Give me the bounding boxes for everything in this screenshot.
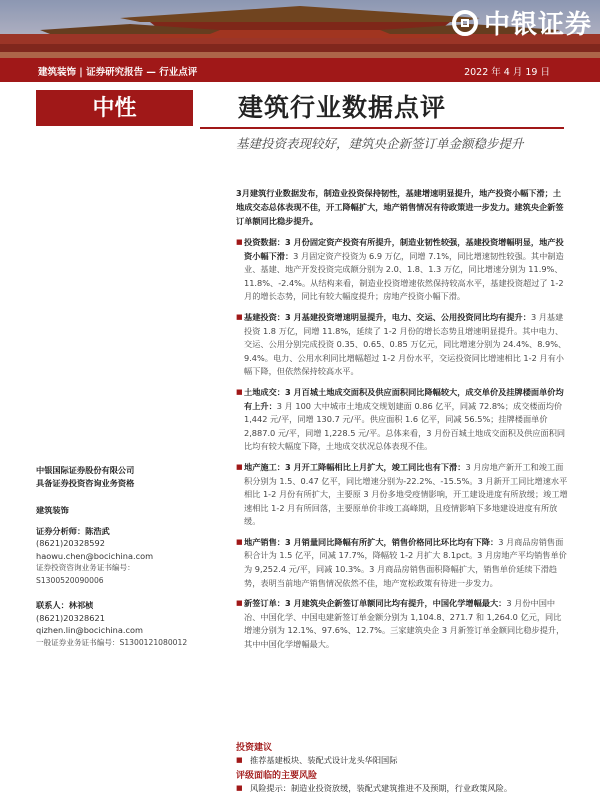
logo-text: 中银证券 (483, 10, 592, 40)
point-heading: 地产施工：3 月开工降幅相比上月扩大，竣工同比也有下滑： (244, 461, 466, 472)
report-date: 2022 年 4 月 19 日 (464, 67, 550, 78)
contact-phone: (8621)20328621 (36, 612, 105, 623)
square-bullet-icon: ■ (236, 462, 243, 471)
square-bullet-icon: ■ (236, 387, 243, 396)
point-heading: 投资数据：3 月份固定资产投资有所提升，制造业韧性较强，基建投资增幅明显，地产投资小幅下滑： (244, 237, 564, 261)
analyst-phone: (8621)20328592 (36, 538, 105, 548)
square-bullet-icon: ■ (236, 599, 243, 608)
point-body: 3 月商品房销售面积合计为 1.5 亿平，同减 17.7%，降幅较 1-2 月扩大 8.1pct。3 月房地产平均销售单价为 9,252.4 元/平，同减 10.3%。3 月商品房销售面积降幅扩大，销售单价延续下滑趋势，表明当前地产销售情况依然不佳，地产宽松政策有待进一步发力。 (244, 536, 567, 588)
report-title: 建筑行业数据点评 (238, 93, 447, 122)
square-bullet-icon: ■ (236, 537, 243, 546)
key-points (236, 236, 568, 659)
company-logo (452, 4, 592, 41)
company-info (36, 464, 201, 649)
point-body: 3 月固定资产投资为 6.9 万亿，同增 7.1%，同比增速韧性较强。其中制造业、基建、地产开发投资完成额分别为 2.0、1.8、1.3 万亿，同比增速分别为 11.9%、11.8%、-2.4%。从结构来看，制造业投资增速依然保持较高水平，基建投资超过了 1-2 月的增长态势，同比有较大幅度提升；房地产投资小幅下滑。 (244, 250, 564, 302)
contact-email[interactable]: qizhen.lin@bocichina.com (36, 625, 143, 635)
point-heading: 新签订单：3 月建筑央企新签订单额同比均有提升，中国化学增幅最大： (244, 598, 507, 609)
square-bullet-icon: ■ (236, 238, 243, 246)
risk-heading: 评级面临的主要风险 (236, 771, 318, 781)
breadcrumb: 建筑装饰 | 证券研究报告 — 行业点评 (38, 67, 198, 78)
key-point (236, 536, 568, 590)
point-body: 3 月基建投资 1.8 万亿，同增 11.8%，延续了 1-2 月份的增长态势且增速明显提升。其中电力、交运、公用分别完成投资 0.35、0.65、0.85 万亿元，同比增速分别为 24.4%、8.9%、9.4%。电力、公用水利同比增幅超过 1-2 月份水平，交运投资同比增速相比 1-2 月有小幅下降，但依然保持较高水平。 (244, 311, 567, 377)
key-point (236, 311, 568, 379)
key-point (236, 461, 568, 529)
title-divider (200, 127, 564, 129)
investment-text: 推荐基建板块、装配式设计龙头华阳国际 (250, 755, 398, 765)
report-summary: 3月建筑行业数据发布，制造业投资保持韧性，基建增速明显提升，地产投资小幅下滑；土地成交态总体表现不佳，开工降幅扩大，地产销售情况有待政策进一步发力。建筑央企新签订单额同比稳步提升。 (236, 188, 564, 226)
analyst-cert: 证券投资咨询业务证书编号：S1300520090006 (36, 563, 135, 585)
point-body: 3 月 100 大中城市土地成交规划建面 0.86 亿平，同减 72.8%；成交楼面均价 1,442 元/平，同增 130.7 元/平。供应面积 1.6 亿平，同减 56.5%；挂牌楼面单价 2,887.0 元/平，同增 1,228.5 元/平。总体来看，3 月份百城土地成交面积及供应面积同比均有较大幅度下降，土地成交状况总体表现不佳。 (244, 400, 566, 452)
contact-cert: 一般证券业务证书编号：S1300121080012 (36, 637, 188, 647)
header-banner (0, 0, 600, 58)
sector-label: 建筑装饰 (36, 505, 69, 515)
contact-name: 联系人：林祁桢 (36, 600, 94, 610)
report-subtitle: 基建投资表现较好，建筑央企新签订单金额稳步提升 (236, 136, 524, 151)
key-point (236, 236, 568, 304)
point-heading: 基建投资：3 月基建投资增速明显提升，电力、交运、公用投资同比均有提升： (244, 311, 531, 322)
key-point (236, 597, 568, 651)
rating-badge: 中性 (36, 90, 193, 126)
company-qualification: 具备证券投资咨询业务资格 (36, 478, 135, 488)
square-bullet-icon: ■ (236, 312, 243, 321)
investment-item (236, 754, 397, 768)
report-category-bar (0, 58, 600, 82)
analyst-name: 证券分析师：陈浩武 (36, 525, 110, 536)
key-point (236, 386, 568, 454)
point-body: 3 月份中国中冶、中国化学、中国电建新签订单金额分别为 1,104.8、271.7 和 1,264.0 亿元，同比增速分别为 12.1%、97.6%、12.7%。三家建筑央企 3 月新签订单金额同比稳步提升，其中中国化学增幅最大。 (244, 598, 565, 650)
square-bullet-icon: ■ (236, 784, 243, 792)
risk-item (236, 782, 512, 796)
company-name: 中银国际证券股份有限公司 (36, 465, 135, 475)
investment-heading: 投资建议 (236, 743, 273, 753)
analyst-email[interactable]: haowu.chen@bocichina.com (36, 550, 154, 561)
point-heading: 土地成交：3 月百城土地成交面积及供应面积同比降幅较大，成交单价及挂牌楼面单价均有上升： (244, 386, 564, 411)
point-heading: 地产销售：3 月销量同比降幅有所扩大，销售价格同比环比均有下降： (244, 536, 499, 547)
boc-logo-icon (452, 10, 478, 36)
point-body: 3 月房地产新开工和竣工面积分别为 1.5、0.47 亿平，同比增速分别为-22.2%、-15.5%。3 月新开工同比增速水平相比 1-2 月份有所扩大，主要原 3 月份多地受疫情影响，开工建设进度有所放缓；竣工增速相比 1-2 月有所回落，主要原单价非竣工高峰期，且疫情影响下多地建设进度有所放缓。 (244, 461, 568, 527)
risk-text: 风险提示：制造业投资放缓，装配式建筑推进不及预期，行业政策风险。 (250, 783, 513, 793)
square-bullet-icon: ■ (236, 756, 243, 764)
